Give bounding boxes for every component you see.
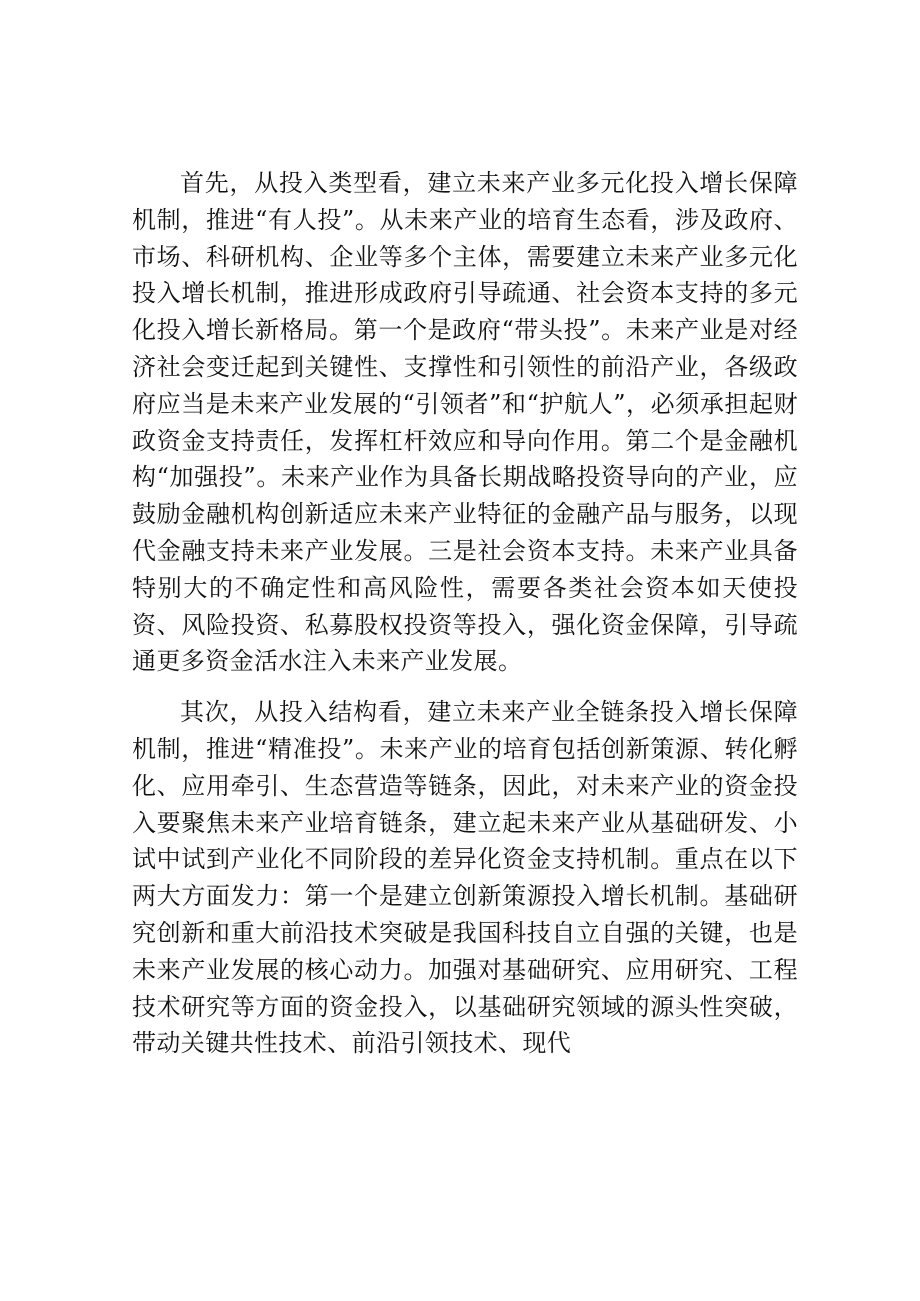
document-page	[132, 165, 798, 1062]
paragraph-investment-structure: 其次，从投入结构看，建立未来产业全链条投入增长保障机制，推进“精准投”。未来产业的培育包括创新策源、转化孵化、应用牵引、生态营造等链条，因此，对未来产业的资金投入要聚焦未来产业培育链条，建立起未来产业从基础研发、小试中试到产业化不同阶段的差异化资金支持机制。重点在以下两大方面发力：第一个是建立创新策源投入增长机制。基础研究创新和重大前沿技术突破是我国科技自立自强的关键，也是未来产业发展的核心动力。加强对基础研究、应用研究、工程技术研究等方面的资金投入，以基础研究领域的源头性突破，带动关键共性技术、前沿引领技术、现代	[132, 698, 798, 1058]
paragraph-investment-type: 首先，从投入类型看，建立未来产业多元化投入增长保障机制，推进“有人投”。从未来产业的培育生态看，涉及政府、市场、科研机构、企业等多个主体，需要建立未来产业多元化投入增长机制，推进形成政府引导疏通、社会资本支持的多元化投入增长新格局。第一个是政府“带头投”。未来产业是对经济社会变迁起到关键性、支撑性和引领性的前沿产业，各级政府应当是未来产业发展的“引领者”和“护航人”，必须承担起财政资金支持责任，发挥杠杆效应和导向作用。第二个是金融机构“加强投”。未来产业作为具备长期战略投资导向的产业，应鼓励金融机构创新适应未来产业特征的金融产品与服务，以现代金融支持未来产业发展。三是社会资本支持。未来产业具备特别大的不确定性和高风险性，需要各类社会资本如天使投资、风险投资、私募股权投资等投入，强化资金保障，引导疏通更多资金活水注入未来产业发展。	[132, 169, 798, 676]
